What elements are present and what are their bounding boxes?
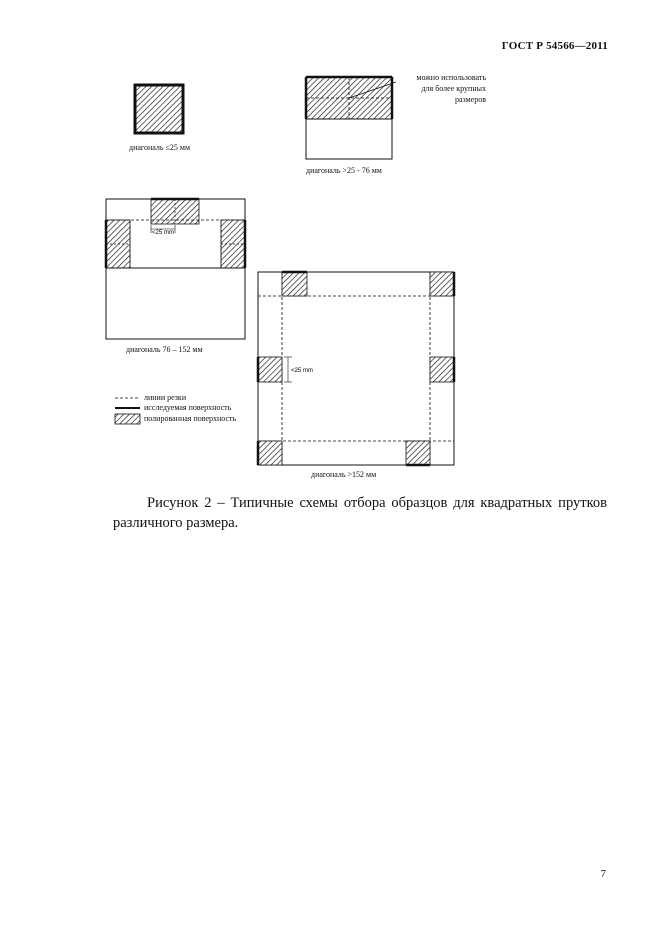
document-header: ГОСТ Р 54566—2011 [501,40,608,52]
fig2-label: диагональ >25 - 76 мм [306,166,382,175]
legend-polished-surface: полированная поверхность [144,414,237,423]
fig2-note [398,72,486,105]
fig3-dimension-label: <25 mm [152,230,174,236]
figure-small-square [135,85,183,133]
fig2-note-line-1: можно использовать [416,73,486,82]
fig1-label: диагональ ≤25 мм [129,143,191,152]
fig3-label: диагональ 76 – 152 мм [126,345,203,354]
fig4-dimension-label: <25 mm [291,368,313,374]
figure-large-square [106,199,245,339]
legend-test-surface: исследуемая поверхность [144,403,232,412]
page-number: 7 [600,868,606,880]
fig2-note-line-3: размеров [455,95,486,104]
polished-surface-symbol [115,414,140,424]
figure-medium-square [306,77,396,159]
fig2-note-line-2: для более крупных [421,84,486,93]
legend-cut-lines: линии резки [144,393,187,402]
legend-symbols [115,398,140,424]
figure-xlarge-square [258,272,454,465]
fig4-label: диагональ >152 мм [311,470,377,479]
figure-caption: Рисунок 2 – Типичные схемы отбора образцов для квадратных прутков различного размера. [113,495,607,531]
